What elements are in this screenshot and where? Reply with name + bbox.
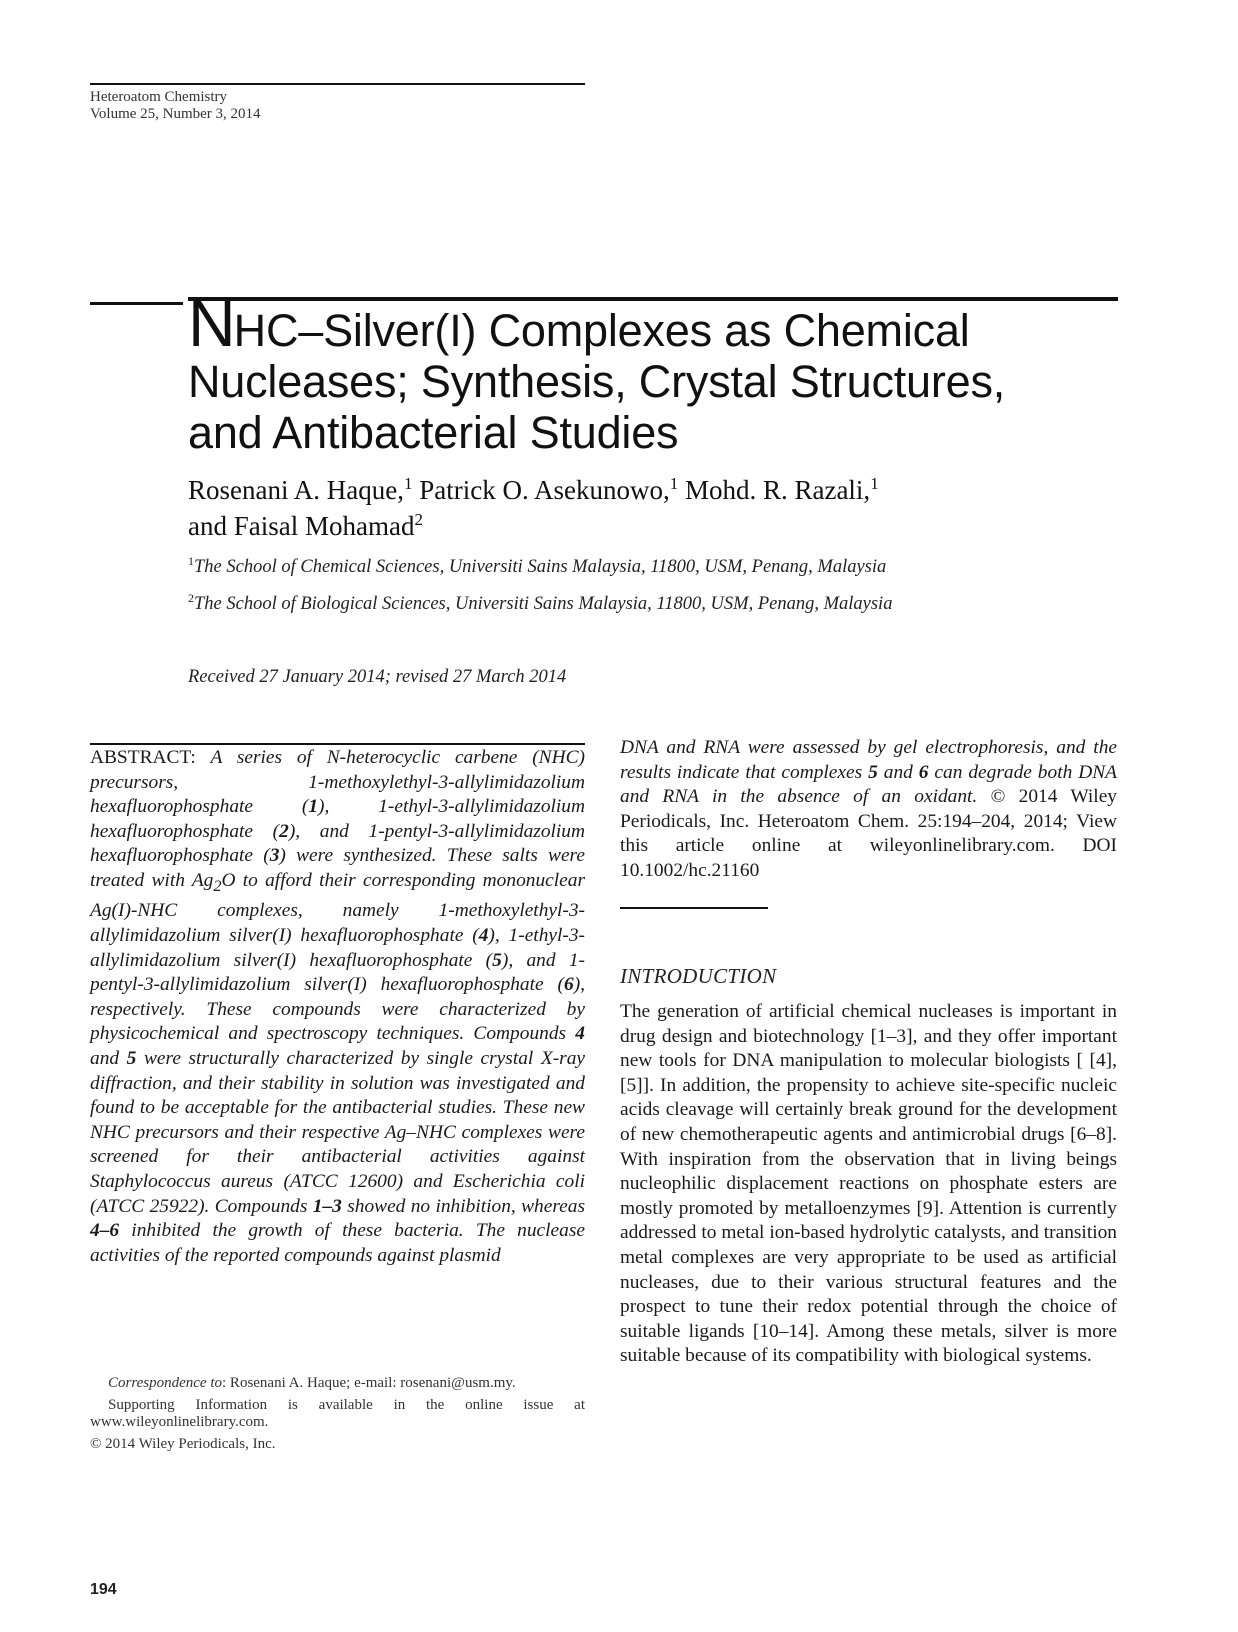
article-title [188, 286, 1118, 458]
author-affiliation-mark: 1 [403, 474, 413, 493]
journal-header [90, 89, 261, 123]
abstract-rule [90, 743, 585, 745]
text-run: ), 1-ethyl-3-allylimidazolium silver(I) hexafluorophosphate ( [90, 925, 585, 971]
compound-number: 6 [918, 761, 929, 783]
section-heading: INTRODUCTION [620, 964, 777, 988]
text-run: ), respectively. These compounds were characterized by physicochemical and spectroscopy techniques. Compounds [90, 974, 585, 1045]
compound-number: 5 [126, 1048, 137, 1069]
text-run: ), and 1-pentyl-3-allylimidazolium silver(I) hexafluorophosphate ( [90, 949, 585, 996]
compound-number: 4–6 [90, 1220, 120, 1242]
author-affiliation-mark: 1 [669, 474, 679, 493]
abstract-left [90, 746, 585, 1268]
text-run: and [877, 761, 919, 783]
abstract-label: ABSTRACT: [90, 747, 196, 768]
title-dropcap: N [188, 286, 234, 360]
text-run: ), 1-ethyl-3-allylimidazolium hexafluorophosphate ( [90, 796, 585, 842]
compound-number: 6 [563, 974, 574, 996]
affiliation-text: The School of Chemical Sciences, Universiti Sains Malaysia, 11800, USM, Penang, Malaysia [194, 557, 887, 577]
affiliation-text: The School of Biological Sciences, Universiti Sains Malaysia, 11800, USM, Penang, Malaysia [194, 594, 893, 614]
compound-number: 1 [308, 796, 319, 818]
text-run: ) were synthesized. These salts were treated with Ag [90, 845, 585, 891]
text-run: A series of N-heterocyclic carbene (NHC) precursors, 1-methoxylethyl-3-allylimidazolium hexafluorophosphate ( [90, 747, 585, 818]
title-line-2: Nucleases; Synthesis, Crystal Structures, [188, 356, 1006, 407]
compound-number: 5 [868, 761, 878, 783]
text-run: O to afford their corresponding mononuclear Ag(I)-NHC complexes, namely 1-methoxylethyl-3-allylimidazolium silver(I) hexafluorophosphate ( [90, 869, 585, 947]
text-run: were structurally characterized by single crystal X-ray diffraction, and their stability in solution was investigated and found to be acceptable for the antibacterial studies. These new NHC precursors and their respective Ag–NHC complexes were screened for their antibacterial activities against Staphylococcus aureus (ATCC 12600) and Escherichia coli (ATCC 25922). Compounds [90, 1048, 586, 1217]
journal-name: Heteroatom Chemistry [90, 89, 228, 105]
footnote-supporting: Supporting Information is available in the online issue at www.wileyonlinelibrary.com. [90, 1396, 585, 1430]
author-list [188, 472, 1108, 544]
text-run: can degrade both DNA and RNA in the absence of an oxidant. [620, 761, 1117, 808]
text-run: ), and 1-pentyl-3-allylimidazolium hexafluorophosphate ( [90, 820, 585, 867]
footnote-correspondence-label: Correspondence to [108, 1375, 223, 1391]
footnote-correspondence [90, 1375, 585, 1393]
affiliation-1 [188, 555, 1148, 579]
subscript: 2 [213, 877, 222, 895]
title-line-3: and Antibacterial Studies [188, 407, 679, 458]
abstract-end-rule [620, 907, 768, 909]
affiliation-2 [188, 592, 988, 616]
received-dates: Received 27 January 2014; revised 27 March 2014 [188, 667, 567, 687]
title-line-1: HC–Silver(I) Complexes as Chemical [233, 305, 970, 356]
author-name: Patrick O. Asekunowo, [419, 475, 670, 505]
compound-number: 2 [279, 820, 289, 842]
author-name: and Faisal Mohamad [188, 511, 415, 541]
journal-volume: Volume 25, Number 3, 2014 [90, 106, 261, 122]
text-run: and [90, 1048, 127, 1069]
title-rule-left [90, 302, 183, 305]
compound-number: 3 [269, 845, 280, 867]
affiliation-mark: 1 [188, 553, 194, 568]
compound-number: 5 [492, 949, 502, 971]
abstract-body [90, 747, 585, 1266]
compound-number: 1–3 [312, 1195, 342, 1217]
affiliation-mark: 2 [188, 590, 194, 605]
introduction-body: The generation of artificial chemical nucleases is important in drug design and biotechnology [1–3], and they offer important new tools for DNA manipulation to molecular biologists [ [4], [5]]. In addition, the propensity to achieve site-specific nucleic acids cleavage will certainly break ground for the development of new chemotherapeutic agents and antimicrobial drugs [6–8]. With inspiration from the observation that in living beings nucleophilic displacement reactions on phosphate esters are mostly promoted by metalloenzymes [9]. Attention is currently addressed to metal ion-based hydrolytic catalysts, and transition metal complexes are very appropriate to be used as artificial nucleases, due to their various structural features and the prospect to tune their redox potential through the choice of suitable ligands [10–14]. Among these metals, silver is more suitable because of its compatibility with biological systems. [620, 1001, 1117, 1367]
text-run: showed no inhibition, whereas [341, 1195, 586, 1217]
abstract-right [620, 736, 1117, 884]
text-run: inhibited the growth of these bacteria. The nuclease activities of the reported compounds against plasmid [90, 1220, 585, 1266]
compound-number: 4 [478, 925, 489, 947]
author-name: Rosenani A. Haque, [188, 475, 404, 505]
page-number: 194 [90, 1581, 117, 1598]
footnote [90, 1375, 585, 1457]
author-name: Mohd. R. Razali, [684, 475, 871, 505]
author-affiliation-mark: 1 [870, 474, 879, 493]
author-affiliation-mark: 2 [414, 510, 423, 529]
journal-header-rule [90, 83, 585, 85]
compound-number: 4 [575, 1023, 585, 1045]
footnote-copyright: © 2014 Wiley Periodicals, Inc. [90, 1435, 276, 1452]
footnote-correspondence-text: : Rosenani A. Haque; e-mail: rosenani@usm.my. [222, 1375, 516, 1391]
abstract-citation: © 2014 Wiley Periodicals, Inc. Heteroatom Chem. 25:194–204, 2014; View this article online at wileyonlinelibrary.com. DOI 10.1002/hc.21160 [620, 786, 1117, 881]
text-run: DNA and RNA were assessed by gel electrophoresis, and the results indicate that complexes [620, 737, 1117, 783]
